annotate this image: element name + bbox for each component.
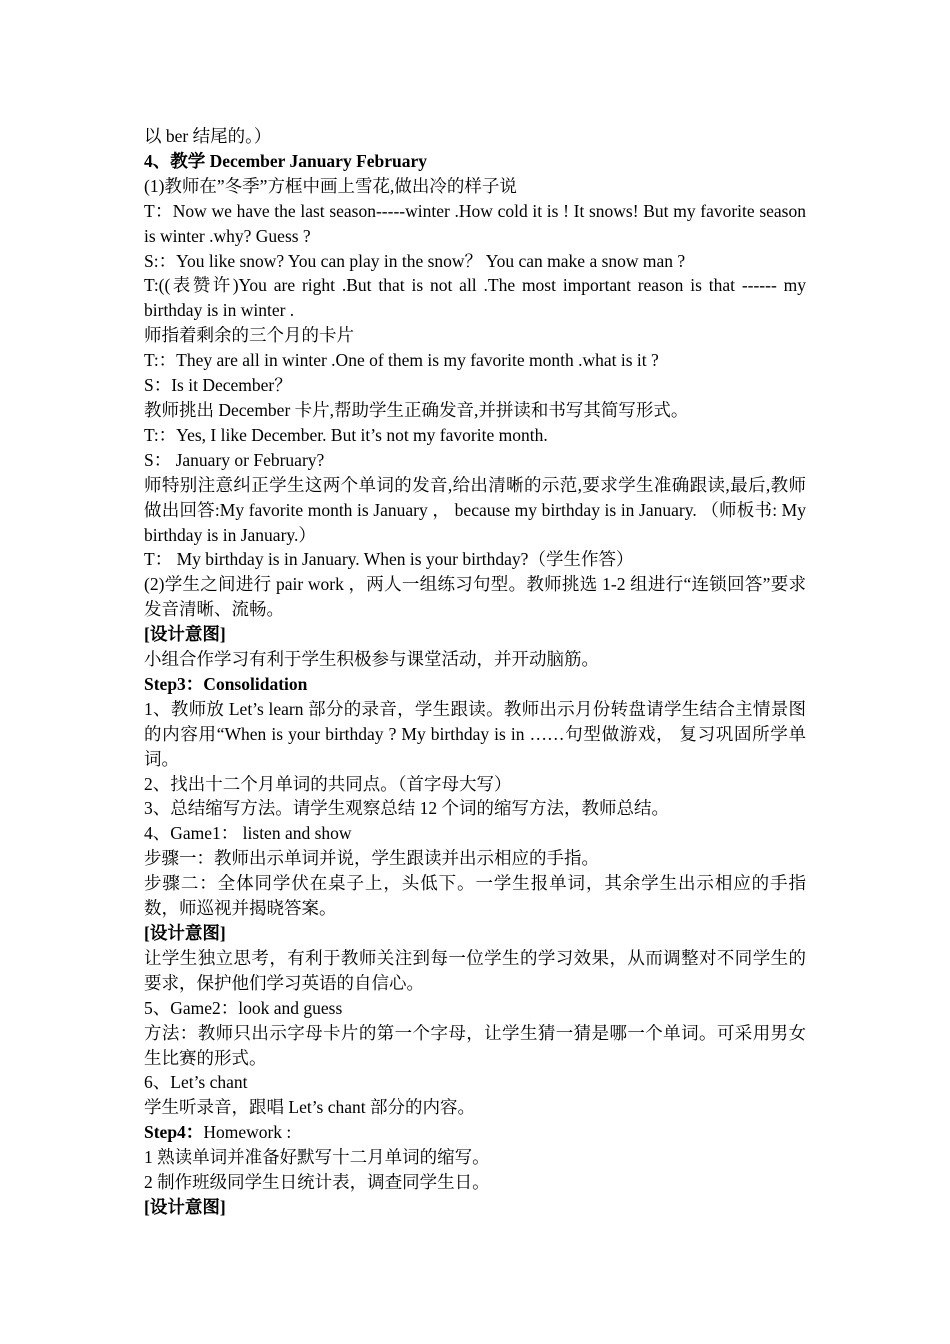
design-intent-heading: [设计意图] bbox=[144, 1196, 226, 1217]
paragraph: T:((表赞许)You are right .But that is not all .The most important reason is that ------ my birthday is in winter . bbox=[144, 275, 806, 321]
paragraph: 步骤一：教师出示单词并说，学生跟读并出示相应的手指。 bbox=[144, 848, 599, 869]
paragraph: 以 ber 结尾的。） bbox=[144, 126, 272, 146]
paragraph: 1 熟读单词并准备好默写十二月单词的缩写。 bbox=[144, 1147, 490, 1168]
paragraph: 师特别注意纠正学生这两个单词的发音,给出清晰的示范,要求学生准确跟读,最后,教师做出回答:My favorite month is January ， because my birthday is in January. （师板书: My birthday is in January.） bbox=[144, 474, 806, 545]
design-intent-heading: [设计意图] bbox=[144, 624, 226, 645]
paragraph: 3、总结缩写方法。请学生观察总结 12 个词的缩写方法，教师总结。 bbox=[144, 798, 669, 819]
step-label: Step4： bbox=[144, 1122, 204, 1143]
paragraph: 6、Let’s chant bbox=[144, 1072, 248, 1093]
paragraph: 5、Game2：look and guess bbox=[144, 997, 343, 1018]
paragraph: S：Is it December？ bbox=[144, 375, 292, 396]
section-heading-homework bbox=[144, 1120, 806, 1145]
paragraph: T:：They are all in winter .One of them is my favorite month .what is it ? bbox=[144, 350, 659, 371]
paragraph: 1、教师放 Let’s learn 部分的录音，学生跟读。教师出示月份转盘请学生结合主情景图的内容用“When is your birthday ? My birthday is in ……句型做游戏， 复习巩固所学单词。 bbox=[144, 698, 806, 769]
paragraph: T： My birthday is in January. When is your birthday?（学生作答） bbox=[144, 549, 634, 570]
step-title: Homework : bbox=[203, 1122, 292, 1143]
paragraph: 2、找出十二个月单词的共同点。（首字母大写） bbox=[144, 773, 512, 794]
paragraph: 师指着剩余的三个月的卡片 bbox=[144, 325, 354, 346]
section-heading: Step3：Consolidation bbox=[144, 673, 308, 694]
paragraph: T：Now we have the last season-----winter .How cold it is ! It snows! But my favorite season is winter .why? Guess ? bbox=[144, 200, 806, 246]
paragraph: 4、Game1： listen and show bbox=[144, 823, 352, 844]
paragraph: 小组合作学习有利于学生积极参与课堂活动，并开动脑筋。 bbox=[144, 649, 599, 670]
paragraph: (2)学生之间进行 pair work ，两人一组练习句型。教师挑选 1-2 组进行“连锁回答”要求发音清晰、流畅。 bbox=[144, 574, 806, 620]
paragraph: 步骤二：全体同学伏在桌子上，头低下。一学生报单词，其余学生出示相应的手指数，师巡视并揭晓答案。 bbox=[144, 873, 806, 919]
paragraph: 方法：教师只出示字母卡片的第一个字母，让学生猜一猜是哪一个单词。可采用男女生比赛的形式。 bbox=[144, 1022, 806, 1068]
section-heading: 4、教学 December January February bbox=[144, 150, 428, 171]
document-body bbox=[144, 124, 806, 1220]
paragraph: 2 制作班级同学生日统计表，调查同学生日。 bbox=[144, 1172, 490, 1193]
design-intent-heading: [设计意图] bbox=[144, 923, 226, 943]
paragraph: 教师挑出 December 卡片,帮助学生正确发音,并拼读和书写其简写形式。 bbox=[144, 399, 689, 420]
paragraph: S： January or February? bbox=[144, 449, 325, 470]
paragraph: 让学生独立思考，有利于教师关注到每一位学生的学习效果，从而调整对不同学生的要求，保护他们学习英语的自信心。 bbox=[144, 947, 806, 993]
paragraph: (1)教师在”冬季”方框中画上雪花,做出冷的样子说 bbox=[144, 175, 517, 196]
paragraph: 学生听录音，跟唱 Let’s chant 部分的内容。 bbox=[144, 1097, 476, 1118]
paragraph: T:：Yes, I like December. But it’s not my favorite month. bbox=[144, 424, 548, 445]
paragraph: S:：You like snow? You can play in the snow？ You can make a snow man ? bbox=[144, 250, 686, 271]
